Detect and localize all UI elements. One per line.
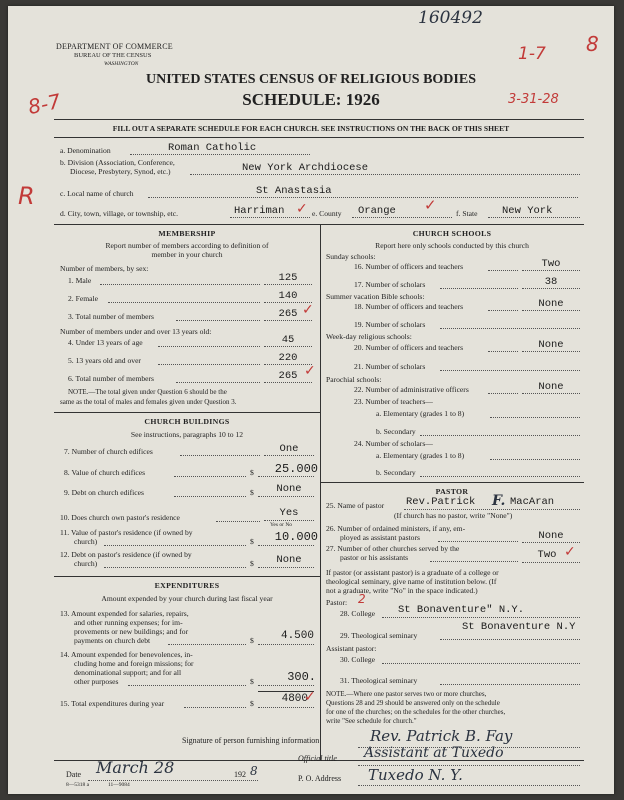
q17-label: 17. Number of scholars xyxy=(354,280,426,289)
pastor-note-3: for one of the churches; on the schedules for the other churches, xyxy=(326,708,506,716)
q12-label-2: church) xyxy=(74,559,98,568)
q13-line-2: and other running expenses; for im- xyxy=(74,618,183,627)
q23-label: 23. Number of teachers— xyxy=(354,397,433,406)
q29-label: 29. Theological seminary xyxy=(340,631,418,640)
q22-value: None xyxy=(538,381,564,393)
q28-value: St Bonaventure" N.Y. xyxy=(398,604,525,616)
q5-label: 5. 13 years old and over xyxy=(68,356,141,365)
parochial-label: Parochial schools: xyxy=(326,375,382,384)
q15-dollar: $ xyxy=(250,699,254,708)
left-r-mark: R xyxy=(18,182,35,210)
membership-intro-2: member in your church xyxy=(151,250,223,259)
q6-label: 6. Total number of members xyxy=(68,374,155,383)
q25-last: MacAran xyxy=(510,496,555,508)
q14-line-3: denominational support; and for all xyxy=(74,668,182,677)
q14-line-1: 14. Amount expended for benevolences, in- xyxy=(60,650,193,659)
q21-label: 21. Number of scholars xyxy=(354,362,426,371)
q25-initial: F. xyxy=(492,493,506,509)
q20-value: None xyxy=(538,339,564,351)
q25-note: (If church has no pastor, write "None") xyxy=(394,511,513,520)
division-label-2: Diocese, Presbytery, Synod, etc.) xyxy=(70,167,171,176)
q7-label: 7. Number of church edifices xyxy=(64,447,153,456)
membership-note: NOTE.—The total given under Question 6 should be the xyxy=(68,388,227,396)
q8-label: 8. Value of church edifices xyxy=(64,468,146,477)
q24a-label: a. Elementary (grades 1 to 8) xyxy=(376,451,465,460)
q27-value: Two xyxy=(537,549,557,561)
department-label: DEPARTMENT OF COMMERCE xyxy=(56,42,173,51)
q11-dollar: $ xyxy=(250,537,254,546)
q14-line-4: other purposes xyxy=(74,677,119,686)
official-title-value: Assistant at Tuxedo xyxy=(364,745,504,761)
official-title-label: Official title xyxy=(298,754,337,763)
q22-label: 22. Number of administrative officers xyxy=(354,385,469,394)
q24-label: 24. Number of scholars— xyxy=(354,439,433,448)
q14-value: 300. xyxy=(287,670,316,684)
q25-label: 25. Name of pastor xyxy=(326,501,385,510)
q15-value: 4800 xyxy=(281,693,308,705)
q13-dollar: $ xyxy=(250,636,254,645)
q7-value: One xyxy=(279,443,299,455)
q25-value: Rev.Patrick xyxy=(406,496,476,508)
q16-label: 16. Number of officers and teachers xyxy=(354,262,464,271)
q2-label: 2. Female xyxy=(68,294,98,303)
form-number: 8—5318 a xyxy=(66,782,90,788)
age-label: Number of members under and over 13 years old: xyxy=(60,327,212,336)
stamp-number: 160492 xyxy=(418,8,483,28)
q6-value: 265 xyxy=(278,370,298,382)
schedule-title: SCHEDULE: 1926 xyxy=(242,90,380,109)
division-value: New York Archdiocese xyxy=(242,162,369,174)
form-title: UNITED STATES CENSUS OF RELIGIOUS BODIES xyxy=(145,72,476,87)
q9-label: 9. Debt on church edifices xyxy=(64,488,144,497)
date-code: 3-31-28 xyxy=(508,92,559,107)
q27-label-2: pastor or his assistants xyxy=(340,553,409,562)
bureau-label: BUREAU OF THE CENSUS xyxy=(74,52,152,59)
buildings-heading: CHURCH BUILDINGS xyxy=(144,417,230,426)
city-value: Harriman xyxy=(234,205,285,217)
membership-note-2: same as the total of males and females given under Question 3. xyxy=(60,398,237,406)
corner-mark: 8 xyxy=(586,32,599,56)
q28-label: 28. College xyxy=(340,609,376,618)
q20-label: 20. Number of officers and teachers xyxy=(354,343,464,352)
q5-value: 220 xyxy=(278,352,298,364)
corner-code: 1-7 xyxy=(518,44,546,64)
by-sex-label: Number of members, by sex: xyxy=(60,264,149,273)
q31-label: 31. Theological seminary xyxy=(340,676,418,685)
year-prefix: 192 xyxy=(234,770,246,779)
county-label: e. County xyxy=(312,209,342,218)
q24b-label: b. Secondary xyxy=(376,468,416,477)
q9-value: None xyxy=(276,483,302,495)
form-number-2: 11—9084 xyxy=(108,782,130,788)
church-name-label: c. Local name of church xyxy=(60,189,134,198)
pastor-sub-label: Pastor: xyxy=(326,598,348,607)
schools-heading: CHURCH SCHOOLS xyxy=(412,229,492,238)
state-value: New York xyxy=(502,205,553,217)
q14-dollar: $ xyxy=(250,677,254,686)
q1-value: 125 xyxy=(278,272,298,284)
q10-label: 10. Does church own pastor's residence xyxy=(60,513,180,522)
expenditures-heading: EXPENDITURES xyxy=(154,581,220,590)
po-address-value: Tuxedo N. Y. xyxy=(368,766,463,784)
q4-value: 45 xyxy=(281,334,295,346)
membership-intro: Report number of members according to definition of xyxy=(105,241,269,250)
grad-note-3: not a graduate, write "No" in the space indicated.) xyxy=(326,586,478,595)
division-label: b. Division (Association, Conference, xyxy=(60,158,175,167)
signature-label: Signature of person furnishing information xyxy=(182,736,320,745)
q13-line-3: provements or new buildings; and for xyxy=(74,627,189,636)
state-label: f. State xyxy=(456,209,478,218)
census-schedule-sheet: 160492 1-7 8 3-31-28 8-7 R DEPARTMENT OF COMMERCE BUREAU OF THE CENSUS WASHINGTON UNITED STATES CENSUS OF RELIGIOUS BODIES SCHEDULE: 1926 FILL OUT A SEPARATE SCHEDULE FOR EACH CHURCH. SEE INSTRUCTIONS ON THE BACK OF THIS SHEET a. Denomination Roman Catholic b. Division (Association, Conference, Diocese, Presbytery, Synod, etc.) New York Archdiocese c. Local name of church St Anastasia d. City, town, village, or township, etc. Harriman ✓ e. County Orange ✓ f. State New York MEMBERSHIP Report number of members according to definition of member in your church Number of members, by sex: 1. Male 125 2. Female 140 3. Total number of members 265 ✓ Number of members under and over 13 years old: 4. Under 13 years of age 45 5. 13 years old and over 220 6. Total number of members 265 ✓ NOTE.—The total given under Question 6 should be the same as the total of males and females given under Question 3. CHURCH BUILDINGS See instructions, paragraphs 10 to 12 7. Number of church edifices One 8. Value of church edifices $ 25.000 9. Debt on church edifices $ None 10. Does church own pastor's residence Yes Yes or No 11. Value of pastor's residence (if owned by church) $ 10.000 12. Debt on pastor's residence (if owned by church) $ None EXPENDITURES Amount expended by your church during last fiscal year 13. Amount expended for salaries, repairs, and other running expenses; for im- provements or new buildings; and for payments on church debt $ 4.500 14. Amount expended for benevolences, in- cluding home and foreign missions; for denominational support; and for all other purposes $ 300. 15. Total expenditures during year $ 4800 ✓ CHURCH SCHOOLS Report here only schools conducted by this church Sunday schools: 16. Number of officers and teachers Two 17. Number of scholars 38 Summer vacation Bible schools: 18. Number of officers and teachers None 19. Number of scholars Week-day religious schools: 20. Number of officers and teachers None 21. Number of scholars Parochial schools: 22. Number of administrative officers None 23. Number of teachers— a. Elementary (grades 1 to 8) b. Secondary 24. Number of scholars— a. Elementary (grades 1 to 8) b. Secondary PASTOR 25. Name of pastor Rev.Patrick F. MacAran (If church has no pastor, write "None") 26. Number of ordained ministers, if any, em- ployed as assistant pastors None 27. Number of other churches served by the pastor or his assistants Two ✓ If pastor (or assistant pastor) is a graduate of a college or theological seminary, give name of institution below. (If not a graduate, write "No" in the space indicated.) Pastor: 2 28. College St Bonaventure" N.Y. 29. Theological seminary St Bonaventure N.Y Assistant pastor: 30. College 31. Theological seminary NOTE.—Where one pastor serves two or more churches, Questions 28 and 29 should be answered only on the schedule for one of the churches; on the schedules for the other churches, write "See schedule for church." Signature of person furnishing information Rev. Patrick B. Fay Official title Assistant at Tuxedo Date March 28 192 8 P. O. Address Tuxedo N. Y. 8—5318 a 11—9084 xyxy=(8,6,614,794)
q26-label: 26. Number of ordained ministers, if any, em- xyxy=(326,524,466,533)
q9-dollar: $ xyxy=(250,488,254,497)
q11-label: 11. Value of pastor's residence (if owned by xyxy=(60,528,193,537)
denomination-value: Roman Catholic xyxy=(168,142,257,154)
city-label: WASHINGTON xyxy=(104,61,139,67)
grad-note: If pastor (or assistant pastor) is a graduate of a college or xyxy=(326,568,499,577)
q4-label: 4. Under 13 years of age xyxy=(68,338,143,347)
q11-label-2: church) xyxy=(74,537,98,546)
q12-value: None xyxy=(276,554,302,566)
membership-heading: MEMBERSHIP xyxy=(158,229,216,238)
summer-label: Summer vacation Bible schools: xyxy=(326,292,425,301)
q26-value: None xyxy=(538,530,564,542)
pastor-note-4: write "See schedule for church." xyxy=(326,717,417,725)
q23b-label: b. Secondary xyxy=(376,427,416,436)
pastor-mark: 2 xyxy=(358,592,366,606)
assistant-sub-label: Assistant pastor: xyxy=(326,644,377,653)
q13-line-1: 13. Amount expended for salaries, repairs, xyxy=(60,609,189,618)
weekday-label: Week-day religious schools: xyxy=(326,332,412,341)
q10-value: Yes xyxy=(279,507,299,519)
yes-no-hint: Yes or No xyxy=(270,522,293,528)
instruction-line: FILL OUT A SEPARATE SCHEDULE FOR EACH CHURCH. SEE INSTRUCTIONS ON THE BACK OF THIS SHEET xyxy=(112,124,510,133)
q1-label: 1. Male xyxy=(68,276,92,285)
buildings-sub: See instructions, paragraphs 10 to 12 xyxy=(130,430,244,439)
q8-value: 25.000 xyxy=(274,462,318,476)
q18-value: None xyxy=(538,298,564,310)
church-name-value: St Anastasia xyxy=(256,185,332,197)
q3-value: 265 xyxy=(278,308,298,320)
q11-value: 10.000 xyxy=(274,530,318,544)
county-value: Orange xyxy=(358,205,396,217)
sunday-label: Sunday schools: xyxy=(326,252,376,261)
q30-label: 30. College xyxy=(340,655,376,664)
q15-label: 15. Total expenditures during year xyxy=(60,699,165,708)
q13-value: 4.500 xyxy=(280,630,314,642)
grad-note-2: theological seminary, give name of institution below. (If xyxy=(326,577,497,586)
q17-value: 38 xyxy=(544,276,558,288)
denomination-label: a. Denomination xyxy=(60,146,111,155)
expenditures-sub: Amount expended by your church during last fiscal year xyxy=(101,594,273,603)
q27-label: 27. Number of other churches served by the xyxy=(326,544,460,553)
q23a-label: a. Elementary (grades 1 to 8) xyxy=(376,409,465,418)
q16-value: Two xyxy=(541,258,561,270)
pastor-note-2: Questions 28 and 29 should be answered only on the schedule xyxy=(326,699,500,707)
pastor-heading: PASTOR xyxy=(435,487,469,496)
q12-label: 12. Debt on pastor's residence (if owned by xyxy=(60,550,192,559)
q12-dollar: $ xyxy=(250,559,254,568)
q8-dollar: $ xyxy=(250,468,254,477)
po-address-label: P. O. Address xyxy=(298,774,342,783)
q19-label: 19. Number of scholars xyxy=(354,320,426,329)
date-value: March 28 xyxy=(96,758,175,777)
q26-label-2: ployed as assistant pastors xyxy=(340,533,420,542)
q18-label: 18. Number of officers and teachers xyxy=(354,302,464,311)
q14-line-2: cluding home and foreign missions; for xyxy=(74,659,194,668)
q29-value: St Bonaventure N.Y xyxy=(462,621,576,633)
year-suffix: 8 xyxy=(250,764,258,778)
pastor-note: NOTE.—Where one pastor serves two or more churches, xyxy=(326,690,487,698)
date-label: Date xyxy=(66,770,82,779)
city-field-label: d. City, town, village, or township, etc. xyxy=(60,209,179,218)
q13-line-4: payments on church debt xyxy=(74,636,151,645)
q3-label: 3. Total number of members xyxy=(68,312,155,321)
schools-sub: Report here only schools conducted by this church xyxy=(375,241,529,250)
q2-value: 140 xyxy=(278,290,298,302)
signature-value: Rev. Patrick B. Fay xyxy=(370,727,513,745)
left-mark: 8-7 xyxy=(25,88,63,120)
